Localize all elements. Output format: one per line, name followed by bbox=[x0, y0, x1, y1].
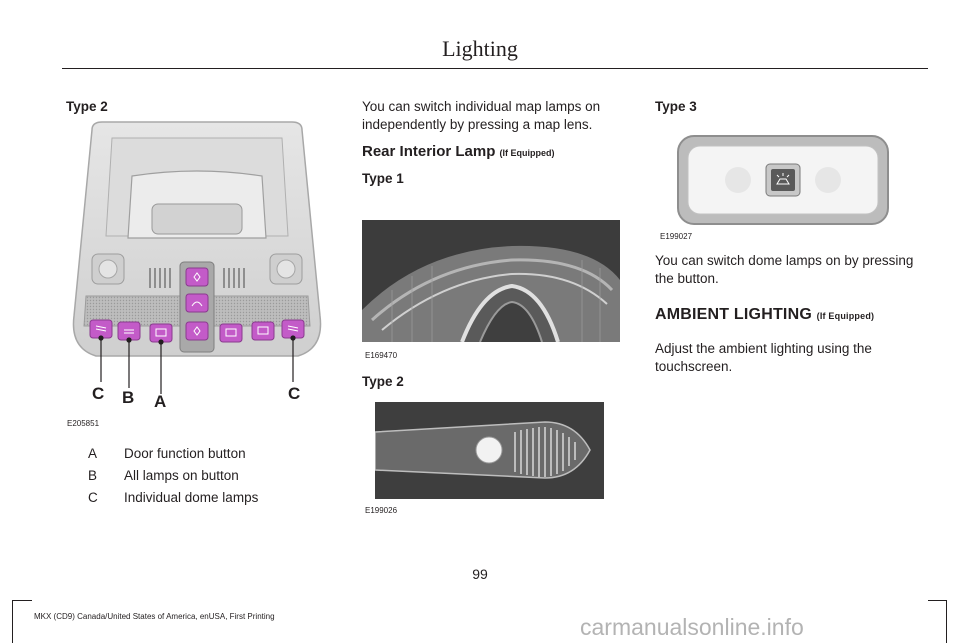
dome-lamp-line-1: You can switch dome lamps on by pressing bbox=[655, 253, 914, 268]
legend-key: C bbox=[88, 490, 98, 505]
section-qualifier: (If Equipped) bbox=[816, 311, 875, 321]
rear-lamp-type1-illustration bbox=[362, 220, 620, 342]
header-rule bbox=[62, 68, 928, 69]
figure-code-e199026: E199026 bbox=[365, 506, 398, 515]
rear-lamp-type2-figure bbox=[375, 402, 604, 499]
legend-value: Door function button bbox=[124, 446, 246, 461]
section-title: Rear Interior Lamp bbox=[362, 143, 496, 160]
crop-mark bbox=[946, 600, 947, 643]
page-number: 99 bbox=[472, 566, 488, 582]
print-info: MKX (CD9) Canada/United States of America, enUSA, First Printing bbox=[34, 612, 275, 621]
figure-code-e199027: E199027 bbox=[660, 232, 693, 241]
dome-lamp-text bbox=[655, 252, 913, 288]
legend-key: B bbox=[88, 468, 98, 483]
section-title: AMBIENT LIGHTING bbox=[655, 306, 812, 323]
type3-heading: Type 3 bbox=[655, 99, 697, 114]
legend-value: Individual dome lamps bbox=[124, 490, 259, 505]
type1-heading: Type 1 bbox=[362, 171, 404, 186]
ambient-lighting-heading bbox=[655, 306, 874, 324]
callout-b: B bbox=[122, 388, 135, 407]
rear-lamp-type3-figure bbox=[676, 134, 890, 226]
overhead-console-illustration bbox=[62, 116, 332, 428]
section-qualifier: (If Equipped) bbox=[499, 148, 555, 158]
rear-lamp-type3-illustration bbox=[676, 134, 890, 226]
type2-rear-heading: Type 2 bbox=[362, 374, 404, 389]
crop-mark bbox=[12, 600, 32, 601]
map-lamp-line-1: You can switch individual map lamps on bbox=[362, 99, 601, 114]
watermark: carmanualsonline.info bbox=[580, 614, 804, 640]
page-title: Lighting bbox=[442, 36, 518, 61]
ambient-lighting-text bbox=[655, 340, 872, 376]
map-lamp-text bbox=[362, 98, 600, 134]
figure-code-e205851: E205851 bbox=[67, 419, 100, 428]
callout-a: A bbox=[154, 392, 167, 411]
crop-mark bbox=[928, 600, 946, 601]
overhead-console-figure bbox=[62, 116, 332, 428]
map-lamp-line-2: independently by pressing a map lens. bbox=[362, 117, 593, 132]
ambient-line-2: touchscreen. bbox=[655, 359, 733, 374]
callout-c-left: C bbox=[92, 384, 105, 403]
crop-mark bbox=[12, 600, 13, 643]
rear-lamp-type1-figure bbox=[362, 220, 620, 342]
callout-c-right: C bbox=[288, 384, 301, 403]
dome-lamp-line-2: the button. bbox=[655, 271, 719, 286]
rear-interior-lamp-heading bbox=[362, 143, 555, 160]
legend-value: All lamps on button bbox=[124, 468, 239, 483]
rear-lamp-type2-illustration bbox=[375, 402, 604, 499]
figure-code-e169470: E169470 bbox=[365, 351, 398, 360]
type2-heading: Type 2 bbox=[66, 99, 108, 114]
ambient-line-1: Adjust the ambient lighting using the bbox=[655, 341, 872, 356]
legend-key: A bbox=[88, 446, 98, 461]
